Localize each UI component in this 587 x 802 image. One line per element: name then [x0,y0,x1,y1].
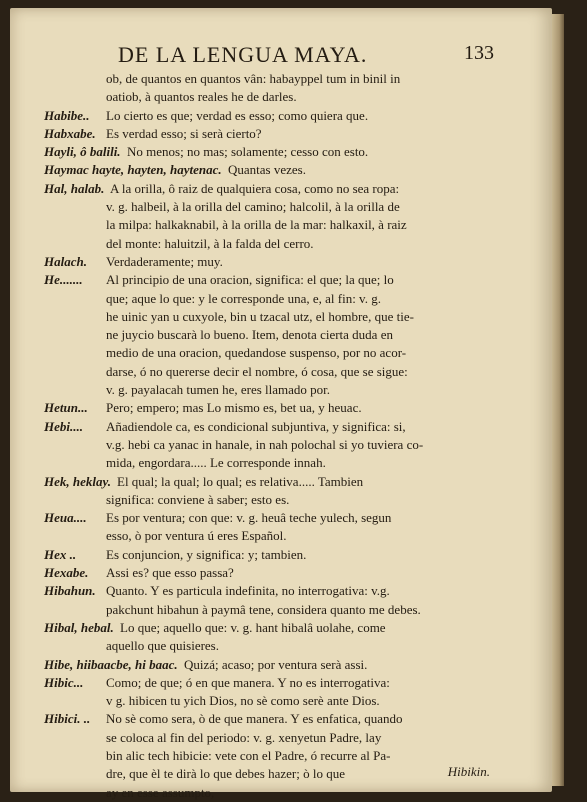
entry-text: A la orilla, ô raiz de qualquiera cosa, como no sea ropa: [110,180,400,196]
entry-text: aquello que quisieres. [106,638,219,654]
entry-line [10,143,552,161]
entry-text: Quanto. Y es particula indefinita, no interrogativa: v.g. [106,583,390,599]
entry-text: Pero; empero; mas Lo mismo es, bet ua, y heuac. [106,400,362,416]
entry-text: la milpa: halkaknabil, à la orilla de la mar: halkaxil, à raiz [106,217,407,233]
entry-headword: Habxabe. [44,125,96,141]
entry-line [10,674,552,692]
entry-continuation-line [10,601,552,619]
entry-headword: Hek, heklay. [44,473,112,489]
entry-continuation-line [10,637,552,655]
entry-text: dre, que èl te dirà lo que debes hazer; ò lo que [106,766,345,782]
entry-text: v. g. payalacah tumen he, eres llamado por. [106,382,331,398]
entry-text: Lo cierto es que; verdad es esso; como quiera que. [106,107,369,123]
entry-text: Assi es? que esso passa? [106,565,234,581]
entry-continuation-line [10,70,552,88]
entry-text: Añadiendole ca, es condicional subjuntiva, y significa: si, [106,418,406,434]
entry-text: significa: conviene à saber; esto es. [106,491,290,507]
entry-continuation-line [10,363,552,381]
entry-text: que; aque lo que: y le corresponde una, e, al fin: v. g. [106,290,381,306]
entry-headword: Hebi.... [44,418,83,434]
running-title: DE LA LENGUA MAYA. [118,42,368,67]
entry-headword: Hayli, ô balili. [44,144,121,160]
entry-continuation-line [10,290,552,308]
entry-headword: Halach. [44,253,87,269]
entry-line [10,710,552,728]
entry-continuation-line [10,729,552,747]
entry-text: pakchunt hibahun à paymâ tene, considera quanto me debes. [106,601,421,617]
entry-text: Lo que; aquello que: v. g. hant hibalâ uolahe, come [120,619,386,635]
entry-line [10,509,552,527]
entry-headword: Hex .. [44,546,77,562]
page-number: 133 [464,42,494,64]
entry-text: v.g. hebi ca yanac in hanale, in nah polochal si yo tuviera co- [106,436,424,452]
entry-line [10,473,552,491]
entry-line [10,546,552,564]
entry-continuation-line [10,527,552,545]
entry-continuation-line [10,784,552,802]
entry-text: Quizá; acaso; por ventura serà assi. [184,656,368,672]
entry-text: Quantas vezes. [228,162,306,178]
entry-line [10,656,552,674]
entry-continuation-line [10,198,552,216]
entry-line [10,619,552,637]
entry-text: Como; de que; ó en que manera. Y no es interrogativa: [106,674,390,690]
entry-text: del monte: haluitzil, à la falda del cerro. [106,235,314,251]
entry-line [10,418,552,436]
entry-line [10,253,552,271]
entry-headword: Haymac hayte, hayten, haytenac. [44,162,222,178]
entry-text: Es verdad esso; si serà cierto? [106,125,262,141]
page-header [10,42,552,72]
entry-headword: Hibahun. [44,583,96,599]
entry-headword: Hetun... [44,400,88,416]
entry-text: medio de una oracion, quedandose suspenso, por no acor- [106,345,407,361]
entry-line [10,180,552,198]
entry-text: he uinic yan u cuxyole, bin u tzacal utz, el hombre, que tie- [106,308,414,324]
entry-text: bin alic tech hibicie: vete con el Padre, ó recurre al Pa- [106,747,391,763]
entry-text: ay en esse assumpto, [106,784,215,800]
entry-text: Verdaderamente; muy. [106,253,223,269]
entry-text: El qual; la qual; lo qual; es relativa..... Tambien [117,473,364,489]
entry-continuation-line [10,235,552,253]
entry-continuation-line [10,454,552,472]
entry-line [10,399,552,417]
entry-text: v g. hibicen tu yich Dios, no sè como serè ante Dios. [106,693,380,709]
entry-line [10,125,552,143]
entry-line [10,271,552,289]
entry-continuation-line [10,88,552,106]
entry-continuation-line [10,436,552,454]
entry-text: se coloca al fin del periodo: v. g. xenyetun Padre, lay [106,729,382,745]
entry-continuation-line [10,326,552,344]
entry-text: mida, engordara..... Le corresponde innah. [106,455,326,471]
entry-text: v. g. halbeil, à la orilla del camino; halcolil, à la orilla de [106,199,400,215]
entry-headword: Habibe.. [44,107,90,123]
entry-text: Al principio de una oracion, significa: el que; la que; lo [106,272,394,288]
entry-text: darse, ó no quererse decir el nombre, ó cosa, que se sigue: [106,363,408,379]
entry-headword: Hibe, hiibaacbe, hi baac. [44,656,178,672]
entry-continuation-line [10,308,552,326]
entry-line [10,161,552,179]
catchword: Hibikin. [447,764,490,779]
entry-text: ne juycio buscarà lo bueno. Item, denota cierta duda en [106,327,393,343]
book-page [10,8,552,800]
entry-continuation-line [10,491,552,509]
entry-text: Es conjuncion, y significa: y; tambien. [106,546,307,562]
page-edge [552,14,564,786]
entry-headword: Hibici. .. [44,711,91,727]
entry-line [10,564,552,582]
dictionary-entries [10,70,552,802]
entry-text: Es por ventura; con que: v. g. heuâ teche yulech, segun [106,510,392,526]
entry-line [10,107,552,125]
entry-continuation-line [10,692,552,710]
entry-text: No menos; no mas; solamente; cesso con esto. [127,144,369,160]
entry-headword: Hal, halab. [44,180,105,196]
entry-headword: Heua.... [44,510,87,526]
entry-headword: He....... [44,272,83,288]
entry-text: oatiob, à quantos reales he de darles. [106,89,297,105]
entry-text: ob, de quantos en quantos vân: habayppel tum in binil in [106,71,401,86]
entry-text: No sè como sera, ò de que manera. Y es enfatica, quando [106,711,403,727]
entry-text: esso, ò por ventura ú eres Español. [106,528,287,544]
entry-continuation-line [10,216,552,234]
entry-headword: Hibal, hebal. [44,619,114,635]
entry-headword: Hexabe. [44,565,89,581]
entry-line [10,582,552,600]
entry-continuation-line [10,344,552,362]
entry-continuation-line [10,381,552,399]
entry-continuation-line [10,747,552,765]
entry-headword: Hibic... [44,674,84,690]
